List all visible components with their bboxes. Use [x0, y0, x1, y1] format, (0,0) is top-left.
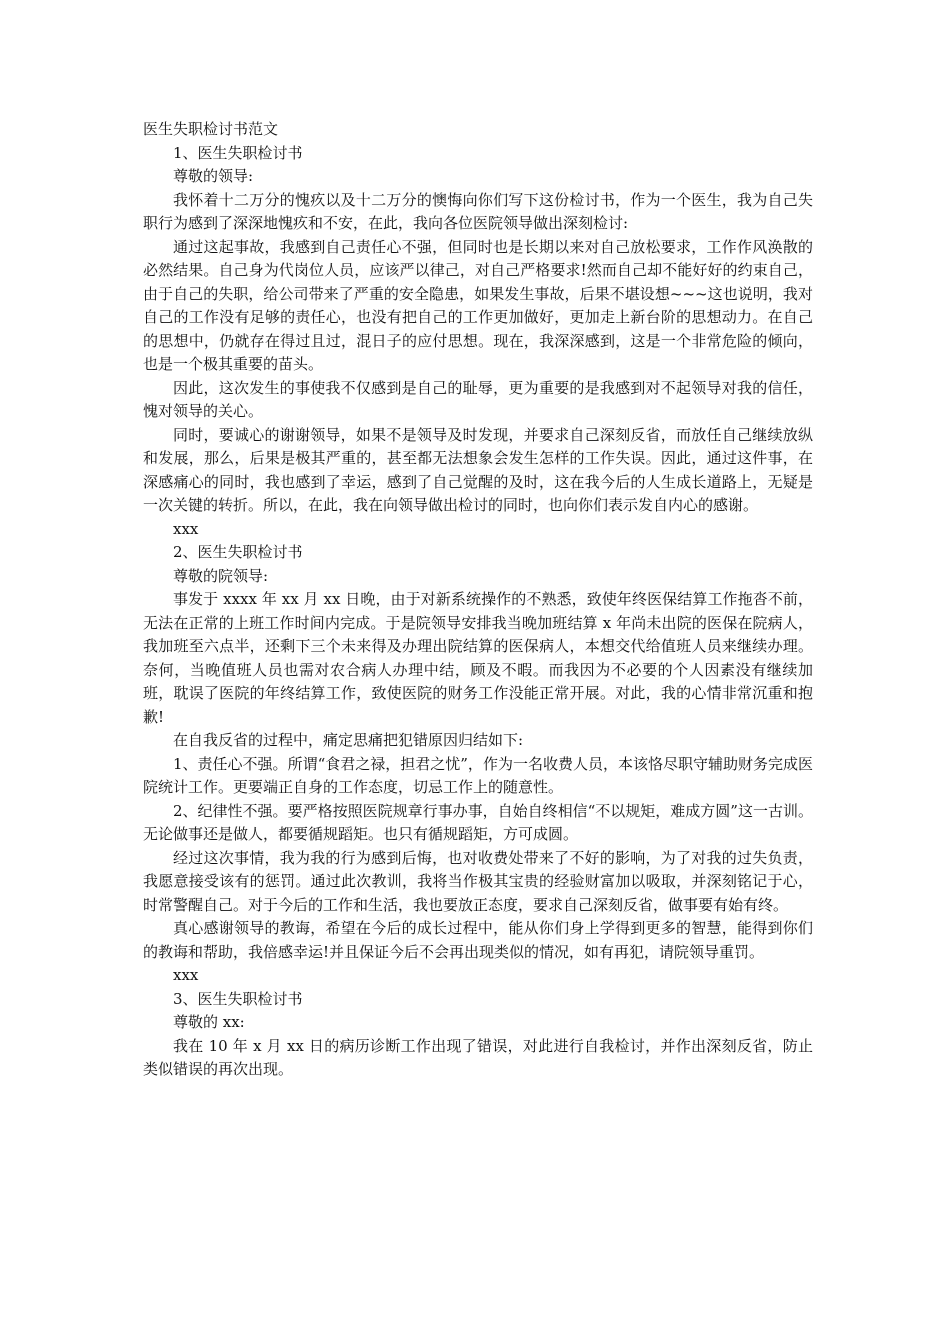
paragraph: 我在 10 年 x 月 xx 日的病历诊断工作出现了错误，对此进行自我检讨，并作出深刻反省，防止类似错误的再次出现。: [143, 1036, 813, 1078]
paragraph: 事发于 xxxx 年 xx 月 xx 日晚，由于对新系统操作的不熟悉，致使年终医保结算工作拖沓不前，无法在正常的上班工作时间内完成。于是院领导安排我当晚加班结算 x 年尚未出院的医保在院病人，我加班至六点半，还剩下三个未来得及办理出院结算的医保病人，本想交代给值班人员来继续办理。奈何，当晚值班人员也需对农合病人办理中结，顾及不暇。而我因为不必要的个人因素没有继续加班，耽误了医院的年终结算工作，致使医院的财务工作没能正常开展。对此，我的心情非常沉重和抱歉!: [143, 590, 813, 726]
document-title: 医生失职检讨书范文: [143, 120, 279, 138]
paragraph: 同时，要诚心的谢谢领导，如果不是领导及时发现，并要求自己深刻反省，而放任自己继续放纵和发展，那么，后果是极其严重的，甚至都无法想象会发生怎样的工作失误。因此，通过这件事，在深感痛心的同时，我也感到了幸运，感到了自己觉醒的及时，这在我今后的人生成长道路上，无疑是一次关键的转折。所以，在此，我在向领导做出检讨的同时，也向你们表示发自内心的感谢。: [143, 425, 813, 514]
list-item: 2、纪律性不强。要严格按照医院规章行事办事，自始自终相信“不以规矩，难成方圆”这一古训。无论做事还是做人，都要循规蹈矩。也只有循规蹈矩，方可成圆。: [143, 801, 813, 843]
paragraph: 通过这起事故，我感到自己责任心不强，但同时也是长期以来对自己放松要求，工作作风涣散的必然结果。自己身为代岗位人员，应该严以律己，对自己严格要求!然而自己却不能好好的约束自己，由于自己的失职，给公司带来了严重的安全隐患，如果发生事故，后果不堪设想~~~这也说明，我对自己的工作没有足够的责任心，也没有把自己的工作更加做好，更加走上新台阶的思想动力。在自己的思想中，仍就存在得过且过，混日子的应付思想。现在，我深深感到，这是一个非常危险的倾向，也是一个极其重要的苗头。: [143, 237, 813, 373]
signature-2: xxx: [173, 966, 199, 984]
salutation-1: 尊敬的领导:: [173, 167, 254, 185]
document-body: [143, 118, 813, 1082]
salutation-2: 尊敬的院领导:: [173, 566, 269, 585]
section-heading-1: 1、医生失职检讨书: [173, 143, 303, 162]
section-heading-2: 2、医生失职检讨书: [173, 543, 303, 561]
paragraph: 因此，这次发生的事使我不仅感到是自己的耻辱，更为重要的是我感到对不起领导对我的信任，愧对领导的关心。: [143, 378, 813, 420]
paragraph: 经过这次事情，我为我的行为感到后悔，也对收费处带来了不好的影响，为了对我的过失负责，我愿意接受该有的惩罚。通过此次教训，我将当作极其宝贵的经验财富加以吸取，并深刻铭记于心，时常警醒自己。对于今后的工作和生活，我也要放正态度，要求自己深刻反省，做事要有始有终。: [143, 848, 813, 914]
paragraph: 在自我反省的过程中，痛定思痛把犯错原因归结如下:: [173, 731, 524, 749]
section-heading-3: 3、医生失职检讨书: [173, 989, 303, 1008]
paragraph: 真心感谢领导的教诲，希望在今后的成长过程中，能从你们身上学得到更多的智慧，能得到你们的教诲和帮助，我倍感幸运!并且保证今后不会再出现类似的情况，如有再犯，请院领导重罚。: [143, 919, 813, 961]
list-item: 1、责任心不强。所谓“食君之禄，担君之忧”，作为一名收费人员，本该恪尽职守辅助财务完成医院统计工作。更要端正自身的工作态度，切忌工作上的随意性。: [143, 754, 813, 796]
paragraph: 我怀着十二万分的愧疚以及十二万分的懊悔向你们写下这份检讨书，作为一个医生，我为自己失职行为感到了深深地愧疚和不安，在此，我向各位医院领导做出深刻检讨:: [143, 190, 813, 232]
signature-1: xxx: [173, 519, 199, 538]
salutation-3: 尊敬的 xx:: [173, 1013, 245, 1031]
